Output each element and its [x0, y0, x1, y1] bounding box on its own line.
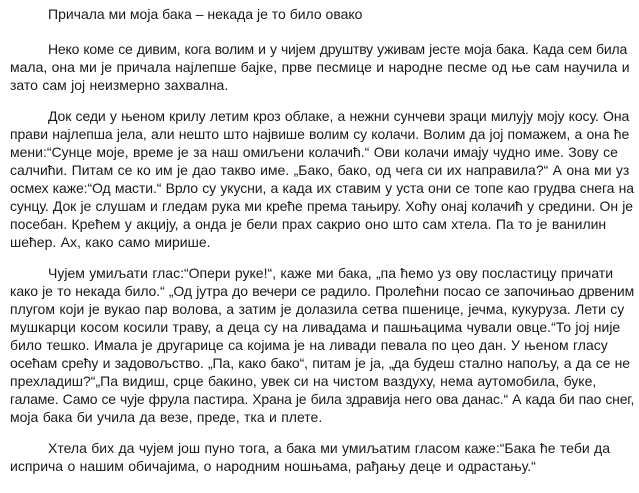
text-line: плугом који је вукао пар волова, а затим је долазила сетва пшенице, јечма, кукуруза. Лети су: [10, 301, 625, 317]
text-line: моја бака би учила да везе, преде, тка и плете.: [10, 409, 323, 425]
text-line: салчићи. Питам се ко им је дао такво име. „Бако, бако, од чега си их направила?“ А она ми уз: [10, 162, 630, 178]
text-line: Чујем умиљати глас:“Опери руке!“, каже ми бака, „па ћемо уз ову посластицу причати: [48, 265, 614, 281]
text-line: мушкарци косом косили траву, а деца су на ливадама и пашњацима чували овце.“То јој није: [10, 319, 621, 335]
text-line: исприча о нашим обичајима, о народним ношњама, рађању деце и одрастању.“: [10, 458, 536, 474]
paragraph-3: [10, 264, 635, 426]
text-line: прехладиш?“„Па видиш, срце бакино, увек си на чистом ваздуху, нема аутомобила, буке,: [10, 373, 597, 389]
text-line: галаме. Само се чује фрула пастира. Храна је била здравија него ова данас.“ А када би пао снег,: [10, 391, 635, 407]
text-line: Док седи у њеном крилу летим кроз облаке, а нежни сунчеви зраци милују моју косу. Она: [48, 108, 630, 124]
text-line: Неко коме се дивим, кога волим и у чијем друштву уживам јесте моја бака. Када сем била: [48, 41, 628, 57]
paragraph-4: [10, 439, 631, 475]
text-line: мала, она ми је причала најлепше бајке, прве песмице и народне песме од ње сам научила и: [10, 59, 630, 75]
text-line: сунцу. Док је слушам и гледам рука ми креће према тањиру. Хоћу онај колачић у средини. Он је: [10, 198, 633, 214]
paragraph-2: [10, 107, 634, 251]
text-line: осмех каже:“Од масти.“ Врло су укусни, а када их ставим у уста они се топе као грудва снега на: [10, 180, 634, 196]
text-line: како је то некада било.“ „Од јутра до вечери се радило. Пролећни посао се започињао дрвеним: [10, 283, 635, 299]
text-line: мени:“Сунце моје, време је за наш омиљени колачић.“ Ови колачи имају чудно име. Зову се: [10, 144, 618, 160]
paragraph-1: [10, 40, 631, 94]
text-line: зато сам јој неизмерно захвална.: [10, 77, 229, 93]
text-line: било тешко. Имала је другарице са којима је на ливади певала по цео дан. У њеном гласу: [10, 337, 608, 353]
text-line: осећам срећу и задовољство. „Па, како бако“, питам је ја, „да будеш стално напољу, а да се не: [10, 355, 630, 371]
text-line: Хтела бих да чујем још пуно тога, а бака ми умиљатим гласом каже:“Бака ће теби да: [48, 440, 610, 456]
text-line: посебан. Крећем у акцију, а онда је бели прах сакрио оно што сам хтела. Па то је ванилин: [10, 216, 607, 232]
text-line: шећер. Ах, како само мирише.: [10, 234, 211, 250]
document-title: Причала ми моја бака – некада је то било овако: [48, 6, 363, 22]
text-line: прави најлепша јела, али нешто што највише волим су колачи. Волим да јој помажем, а она ће: [10, 126, 630, 142]
